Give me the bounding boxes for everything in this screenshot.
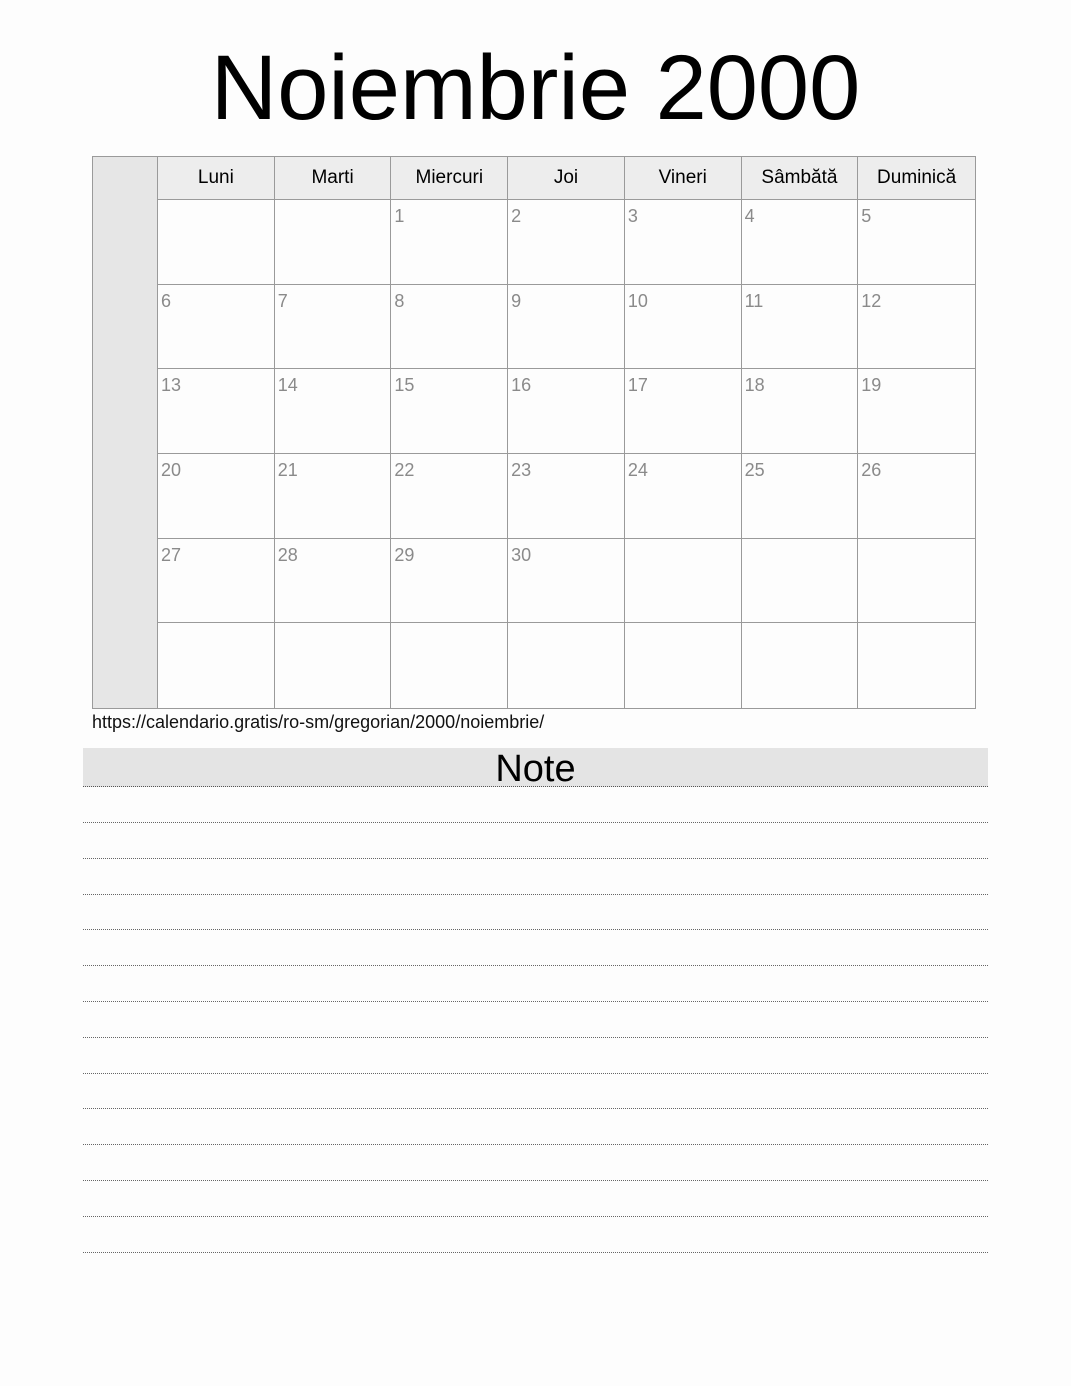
day-cell: [742, 623, 859, 708]
note-line: [83, 1037, 988, 1038]
day-cell: [508, 623, 625, 708]
day-cell: [508, 369, 625, 454]
day-cell: [158, 369, 275, 454]
day-cell: [275, 369, 392, 454]
day-number: 30: [511, 544, 532, 565]
day-number: 7: [277, 290, 288, 311]
day-cell: [275, 539, 392, 624]
day-cell: [742, 369, 859, 454]
day-number: 14: [277, 375, 298, 396]
day-number: 22: [394, 459, 415, 480]
day-number: 16: [511, 375, 532, 396]
notes-heading: Note: [83, 748, 988, 787]
day-cell: [858, 369, 975, 454]
day-number: 11: [744, 290, 764, 311]
day-cell: [858, 623, 975, 708]
day-cell: [275, 200, 392, 285]
day-number: 4: [744, 206, 755, 226]
day-cell: [391, 539, 508, 624]
day-number: 13: [161, 375, 182, 396]
day-cell: [742, 285, 859, 370]
day-cell: [625, 454, 742, 539]
weekday-header: Sâmbătă: [742, 157, 859, 200]
day-cell: [508, 285, 625, 370]
note-line: [83, 965, 988, 966]
note-line: [83, 858, 988, 859]
day-cell: [625, 200, 742, 285]
day-number: 5: [861, 206, 872, 226]
weekday-header: Marti: [275, 157, 392, 200]
day-number: 27: [161, 544, 182, 565]
calendar-grid: [92, 156, 976, 709]
day-cell: [158, 539, 275, 624]
day-number: 17: [627, 375, 648, 396]
page-title: Noiembrie 2000: [210, 37, 861, 139]
week-number-column: [93, 157, 158, 708]
day-cell: [742, 454, 859, 539]
day-cell: [158, 285, 275, 370]
day-number: 10: [627, 290, 648, 311]
day-cell: [158, 454, 275, 539]
day-number: 8: [394, 290, 405, 311]
weekday-header: Vineri: [625, 157, 742, 200]
day-cell: [391, 623, 508, 708]
note-line: [83, 894, 988, 895]
day-number: 6: [161, 290, 172, 311]
day-number: 28: [277, 544, 298, 565]
day-cell: [625, 285, 742, 370]
day-number: 18: [744, 375, 765, 396]
day-cell: [391, 285, 508, 370]
day-number: 23: [511, 459, 532, 480]
day-number: 24: [627, 459, 648, 480]
day-cell: [391, 369, 508, 454]
note-line: [83, 1144, 988, 1145]
note-line: [83, 1180, 988, 1181]
day-number: 1: [394, 206, 405, 226]
weekday-header: Luni: [158, 157, 275, 200]
note-line: [83, 1108, 988, 1109]
day-cell: [858, 285, 975, 370]
day-cell: [391, 200, 508, 285]
day-cell: [742, 539, 859, 624]
day-cell: [625, 369, 742, 454]
source-url: https://calendario.gratis/ro-sm/gregorian/2000/noiembrie/: [92, 712, 545, 732]
day-cell: [858, 454, 975, 539]
day-number: 2: [511, 206, 522, 226]
note-line: [83, 929, 988, 930]
weekday-header: Duminică: [858, 157, 975, 200]
note-line: [83, 1216, 988, 1217]
day-number: 12: [861, 290, 882, 311]
day-cell: [858, 200, 975, 285]
day-cell: [742, 200, 859, 285]
day-number: 9: [511, 290, 522, 311]
day-number: 19: [861, 375, 882, 396]
note-line: [83, 1001, 988, 1002]
day-cell: [275, 623, 392, 708]
day-number: 29: [394, 544, 415, 565]
day-number: 25: [744, 459, 765, 480]
weekday-header: Joi: [508, 157, 625, 200]
day-cell: [158, 623, 275, 708]
note-line: [83, 822, 988, 823]
day-cell: [158, 200, 275, 285]
day-cell: [275, 285, 392, 370]
day-number: 20: [161, 459, 182, 480]
day-cell: [275, 454, 392, 539]
day-cell: [391, 454, 508, 539]
day-cell: [508, 539, 625, 624]
day-number: 15: [394, 375, 415, 396]
day-cell: [508, 200, 625, 285]
day-number: 21: [277, 459, 298, 480]
day-cell: [625, 623, 742, 708]
day-number: 3: [627, 206, 638, 226]
note-line: [83, 1252, 988, 1253]
weekday-header: Miercuri: [391, 157, 508, 200]
day-cell: [508, 454, 625, 539]
note-line: [83, 1073, 988, 1074]
day-cell: [858, 539, 975, 624]
day-cell: [625, 539, 742, 624]
day-number: 26: [861, 459, 882, 480]
